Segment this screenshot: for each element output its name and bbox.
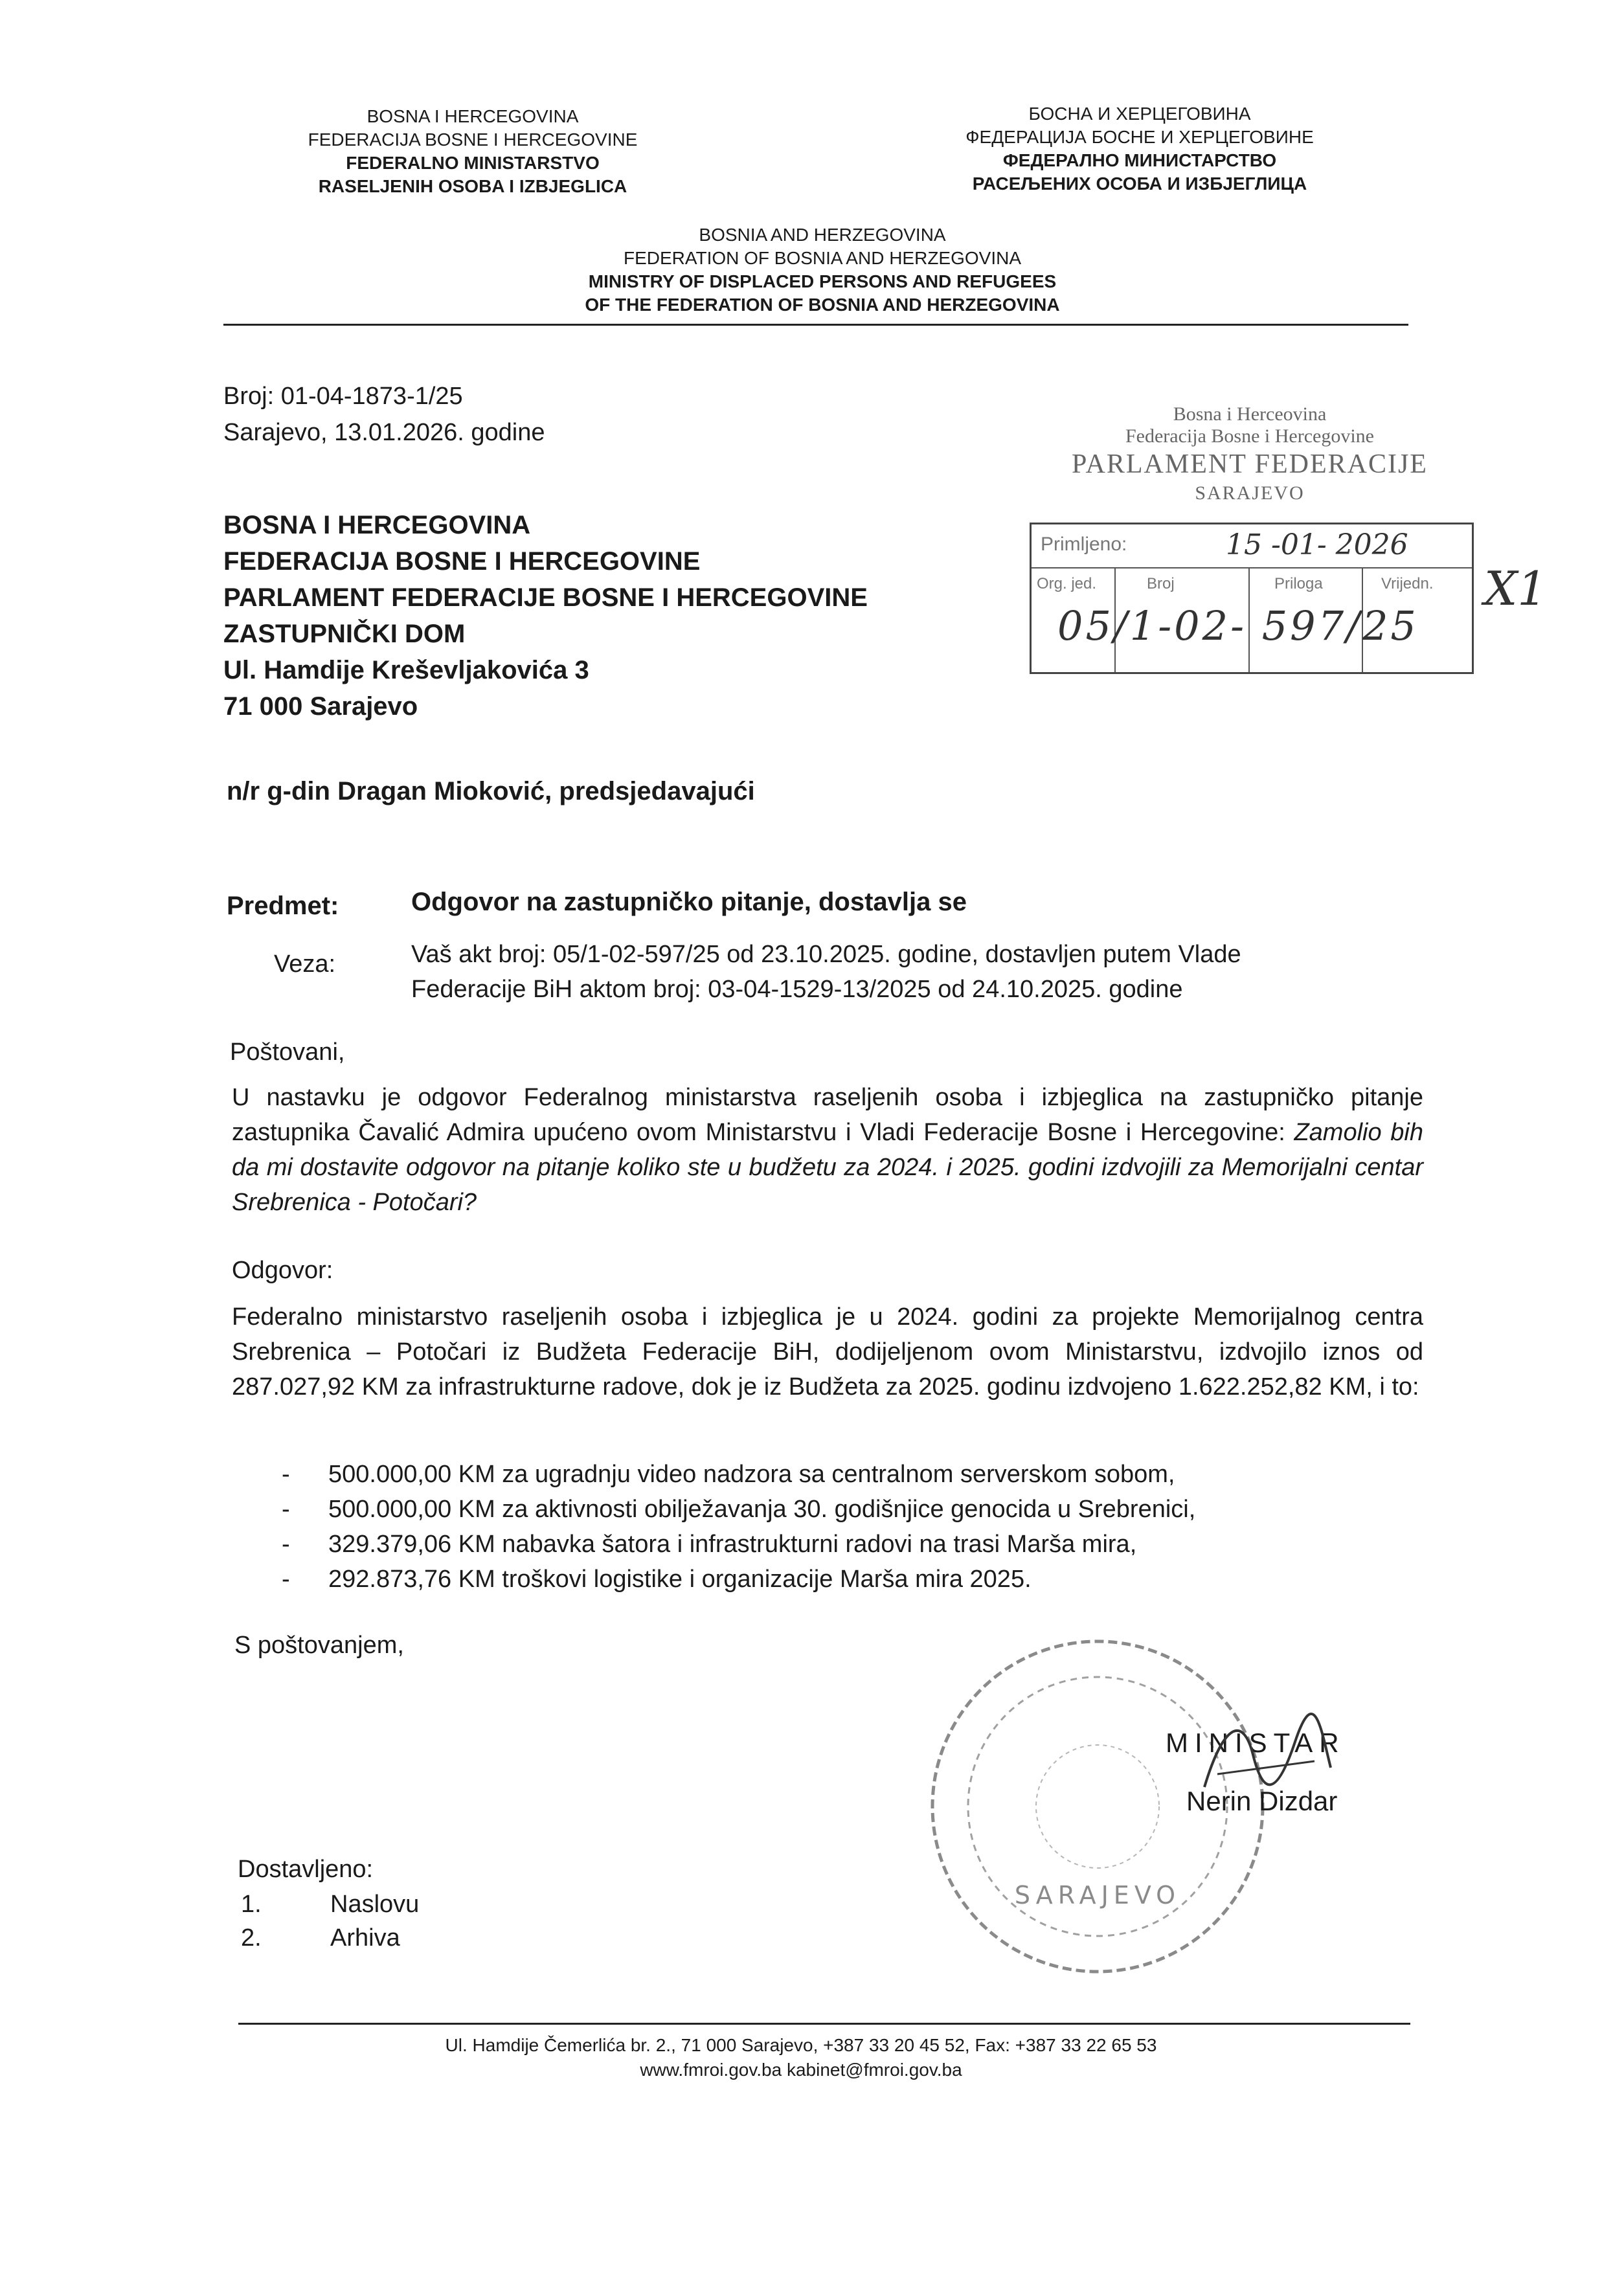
seal-city: SARAJEVO [1014, 1881, 1181, 1909]
attention-line: n/r g-din Dragan Mioković, predsjedavajući [227, 777, 755, 805]
delivered-label: Dostavljeno: [238, 1856, 374, 1883]
answer-label: Odgovor: [232, 1257, 333, 1284]
header-right-line: БОСНА И ХЕРЦЕГОВИНА [1028, 104, 1251, 124]
header-right [919, 102, 1360, 196]
delivered-item-text: Arhiva [330, 1924, 400, 1952]
list-item: - 292.873,76 KM troškovi logistike i organizacije Marša mira 2025. [282, 1562, 1382, 1597]
col-broj: Broj [1147, 575, 1175, 592]
answer-paragraph: Federalno ministarstvo raseljenih osoba i izbjeglica je u 2024. godini za projekte Memorijalnog centra Srebrenica – Potočari iz Budžeta Federacije BiH, dodijeljenom ovom Ministarstvu, izdvojilo iznos od 287.027,92 KM za infrastrukturne radove, dok je iz Budžeta za 2025. godinu izdvojeno 1.622.252,82 KM, i to: [232, 1303, 1423, 1401]
footer-web: www.fmroi.gov.ba kabinet@fmroi.gov.ba [640, 2060, 962, 2080]
header-right-line: ФЕДЕРАЦИЈА БОСНЕ И ХЕРЦЕГОВИНЕ [965, 127, 1314, 147]
signature-name: Nerin Dizdar [1186, 1786, 1338, 1816]
list-item: - 500.000,00 KM za ugradnju video nadzora sa centralnom serverskom sobom, [282, 1457, 1382, 1492]
header-center-line: BOSNIA AND HERZEGOVINA [699, 225, 946, 245]
header-left-line: BOSNA I HERCEGOVINA [367, 106, 579, 126]
recipient-line: PARLAMENT FEDERACIJE BOSNE I HERCEGOVINE [223, 583, 868, 612]
allocation-list [282, 1457, 1382, 1597]
header-left-line: FEDERACIJA BOSNE I HERCEGOVINE [308, 129, 638, 150]
handwritten-signature [1191, 1709, 1340, 1806]
subject-text: Odgovor na zastupničko pitanje, dostavlja se [411, 888, 967, 916]
header-center-line: OF THE FEDERATION OF BOSNIA AND HERZEGOVINA [585, 295, 1060, 315]
header-center [537, 223, 1107, 317]
closing: S poštovanjem, [234, 1632, 404, 1659]
header-right-line: РАСЕЉЕНИХ ОСОБА И ИЗБЈЕГЛИЦА [972, 174, 1307, 194]
header-left [272, 105, 673, 198]
recipient-line: Ul. Hamdije Kreševljakovića 3 [223, 656, 589, 684]
place-date: Sarajevo, 13.01.2026. godine [223, 419, 545, 446]
seal-center [1036, 1745, 1159, 1868]
stamp-line: PARLAMENT FEDERACIJE [1072, 449, 1428, 479]
margin-note: X1 [1484, 561, 1548, 616]
header-divider [223, 324, 1408, 326]
received-date: 15 -01- 2026 [1226, 528, 1408, 561]
list-item: - 329.379,06 KM nabavka šatora i infrastrukturni radovi na trasi Marša mira, [282, 1527, 1382, 1562]
recipient-line: FEDERACIJA BOSNE I HERCEGOVINE [223, 547, 701, 576]
veza-line: Federacije BiH aktom broj: 03-04-1529-13/2025 od 24.10.2025. godine [411, 976, 1183, 1003]
stamp-line: SARAJEVO [1195, 482, 1305, 504]
recipient-address [223, 507, 868, 725]
received-stamp [1023, 372, 1548, 677]
header-center-line: MINISTRY OF DISPLACED PERSONS AND REFUGEES [588, 271, 1057, 291]
delivered-item-text: Naslovu [330, 1891, 420, 1918]
header-right-line: ФЕДЕРАЛНО МИНИСТАРСТВО [1002, 150, 1277, 170]
received-label: Primljeno: [1041, 534, 1127, 555]
footer-address: Ul. Hamdije Čemerlića br. 2., 71 000 Sarajevo, +387 33 20 45 52, Fax: +387 33 22 65 53 [445, 2035, 1157, 2055]
subject-label: Predmet: [227, 892, 339, 920]
header-left-line: RASELJENIH OSOBA I IZBJEGLICA [318, 176, 627, 196]
delivered-item-num: 2. [241, 1924, 262, 1952]
header-center-line: FEDERATION OF BOSNIA AND HERZEGOVINA [623, 248, 1022, 268]
col-vrijednost: Vrijedn. [1381, 575, 1434, 592]
intro-paragraph [232, 1080, 1423, 1220]
recipient-line: 71 000 Sarajevo [223, 692, 418, 721]
recipient-line: ZASTUPNIČKI DOM [223, 620, 466, 648]
registration-number: 05/1-02- 597/25 [1057, 602, 1419, 649]
recipient-line: BOSNA I HERCEGOVINA [223, 511, 531, 539]
header-left-line: FEDERALNO MINISTARSTVO [346, 153, 600, 173]
veza-line: Vaš akt broj: 05/1-02-597/25 od 23.10.2025. godine, dostavljen putem Vlade [411, 941, 1241, 968]
question-text: Zamolio bih da mi dostavite odgovor na pitanje koliko ste u budžetu za 2024. i 2025. godini izdvojili za Memorijalni centar Srebrenica - Potočari? [232, 1119, 1423, 1216]
signature-title: MINISTAR [1166, 1728, 1346, 1758]
stamp-line: Bosna i Herceovina [1173, 403, 1327, 425]
col-org: Org. jed. [1037, 575, 1097, 592]
col-priloga: Priloga [1274, 575, 1323, 592]
stamp-line: Federacija Bosne i Hercegovine [1125, 425, 1374, 447]
received-stamp-box [1030, 523, 1474, 674]
reference-number: Broj: 01-04-1873-1/25 [223, 383, 463, 410]
stamp-row-divider [1032, 567, 1472, 568]
delivered-item-num: 1. [241, 1891, 262, 1918]
list-item: - 500.000,00 KM za aktivnosti obilježavanja 30. godišnjice genocida u Srebrenici, [282, 1492, 1382, 1527]
salutation: Poštovani, [230, 1039, 345, 1066]
veza-label: Veza: [274, 951, 336, 978]
intro-text: U nastavku je odgovor Federalnog ministarstva raseljenih osoba i izbjeglica na zastupničko pitanje zastupnika Čavalić Admira upućeno ovom Ministarstvu i Vladi Federacije Bosne i Hercegovine: [232, 1084, 1423, 1146]
footer-divider [238, 2023, 1410, 2025]
